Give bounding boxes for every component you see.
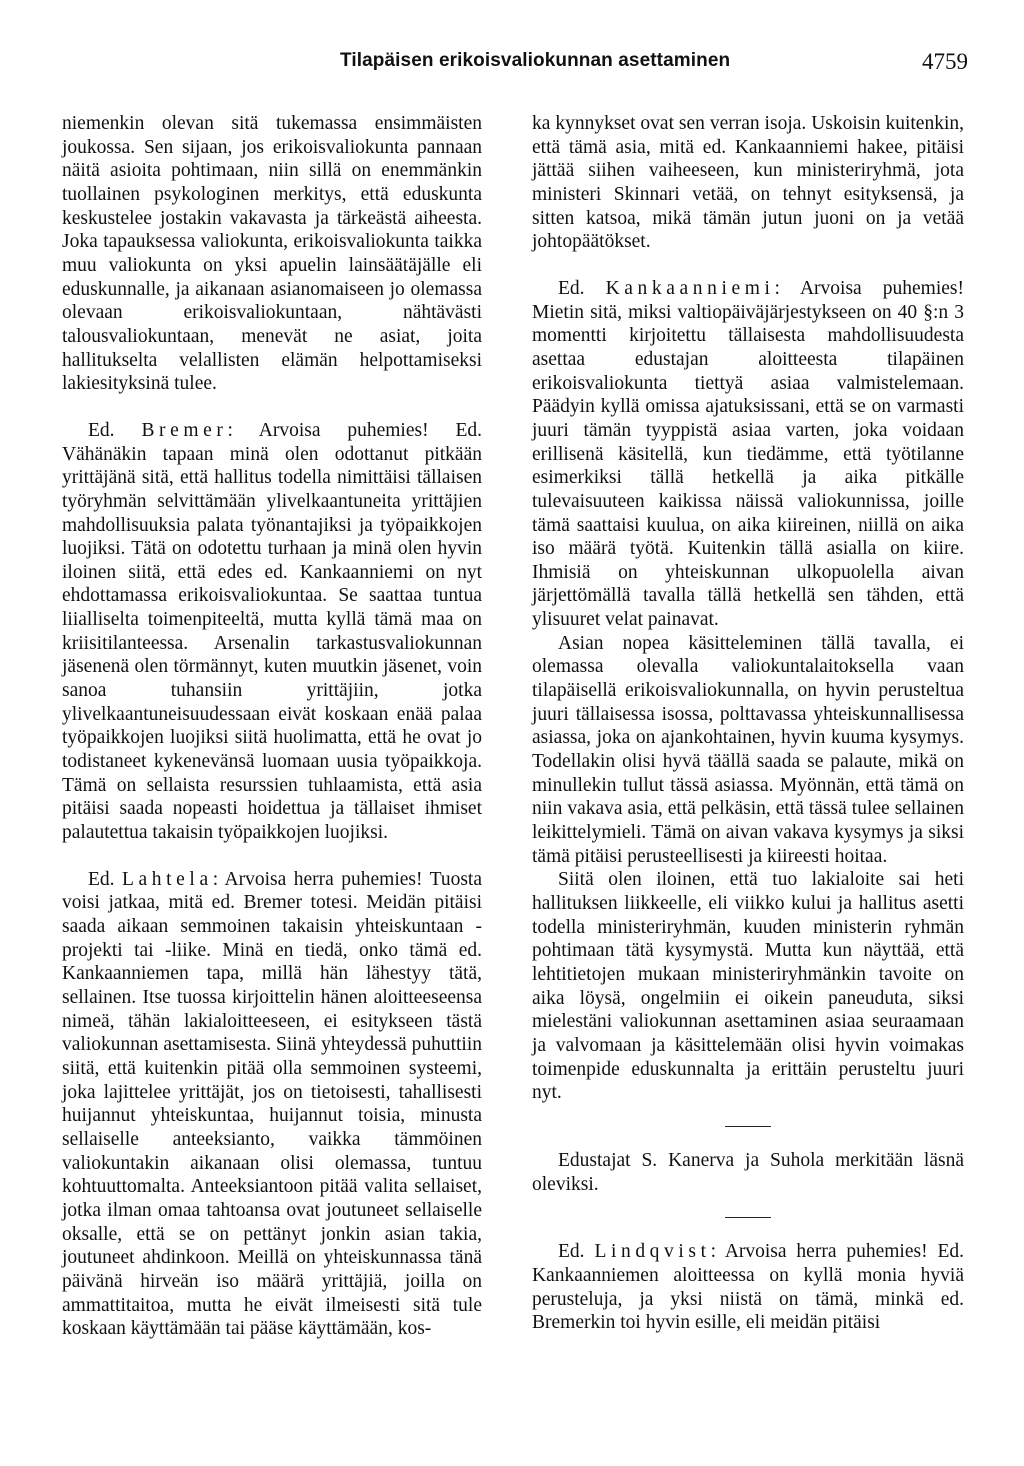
speech-text: : Arvoisa puhemies! Ed. Vähänäkin tapaan minä olen odottanut pitkään yrittäjänä sitä, että hallitus todella nimittäisi tällaisen työryhmän selvittämään ylivelkaantuneita yrittäjien mahdollisuuksia palata työnantajiksi ja työpaikkojen luojiksi. Tätä on odotettu turhaan ja minä olen hyvin iloinen siitä, että edes ed. Kankaanniemi on nyt ehdottamassa erikoisvaliokuntaa. Se saattaa tuntua liialliselta toimenpiteeltä, mutta kyllä tämä maa on kriisitilanteessa. Arsenalin tarkastusvaliokunnan jäsenenä olen törmännyt, kuten muutkin jäsenet, voin sanoa tuhansiin yrittäjiin, jotka ylivelkaantuneisuudessaan eivät koskaan enää palaa työpaikkojen luojiksi siitä huolimatta, että he ovat jo todistaneet kykenevänsä luomaan uusia työpaikkoja. Tämä on sellaista resurssien tuhlaamista, että asia pitäisi saada nopeasti hoidettua ja tällaiset ihmiset palautettua takaisin työpaikkojen luojiksi. bbox=[62, 419, 483, 844]
speech-bremer bbox=[62, 419, 482, 845]
right-column bbox=[532, 112, 964, 1335]
speaker-prefix: Ed. bbox=[88, 419, 115, 441]
speaker-name: Lindqvist bbox=[594, 1241, 711, 1263]
paragraph: Siitä olen iloinen, että tuo lakialoite sai heti hallituksen liikkeelle, eli viikko kului ja hallitus asetti todella ministeriryhmän, kuuden ministerin ryhmän pohtimaan tätä kysymystä. Mutta kun näyttää, että lehtitietojen mukaan ministeriryhmänkin tavoite on aika löysä, ongelmiin ei oikein paneuduta, siksi mielestäni valiokunnan asettaminen asiaa seuraamaan ja valvomaan ja käsittelemään olisi hyvin voimakas toimenpide eduskunnalta ja erittäin perusteltu juuri nyt. bbox=[532, 869, 964, 1104]
section-divider bbox=[725, 1126, 771, 1127]
section-divider bbox=[725, 1217, 771, 1218]
speech-kankaanniemi bbox=[532, 277, 964, 632]
page-header bbox=[60, 50, 968, 80]
speech-lindqvist bbox=[532, 1240, 964, 1335]
speaker-name: Lahtela bbox=[122, 868, 213, 890]
paragraph: ka kynnykset ovat sen verran isoja. Uskoisin kuitenkin, että tämä asia, mitä ed. Kankaanniemi hakee, pitäisi jättää siihen vaiheeseen, kun ministeriryhmä, jota ministeri Skinnari vetää, on tehnyt esityksensä, ja sitten katsoa, mikä tämän jutun juoni on ja vetää johtopäätökset. bbox=[532, 113, 964, 253]
speech-lahtela bbox=[62, 868, 482, 1341]
left-column bbox=[62, 112, 482, 1341]
speech-text: : Arvoisa herra puhemies! Tuosta voisi jatkaa, mitä ed. Bremer totesi. Meidän pitäisi saada aikaan semmoinen takaisin yhteiskuntaan -projekti tai -liike. Minä en tiedä, onko tämä ed. Kankaanniemen tapa, millä hän lähestyy tätä, sellainen. Itse tuossa kirjoittelin hänen aloitteeseensa nimeä, tähän lakialoitteeseen, ei esitykseen tästä valiokunnan asettamisesta. Siinä yhteydessä puhuttiin siitä, että kuitenkin pitää olla semmoinen systeemi, joka lajittelee yrittäjät, jos on tietoisesti, tahallisesti huijannut yhteiskuntaa, huijannut toisia, minusta sellaiselle anteeksianto, vaikka tämmöinen valiokuntakin aikanaan olisi olemassa, tuntuu kohtuuttomalta. Anteeksiantoon pitää valita sellaiset, jotka ilman omaa tahtoansa ovat joutuneet sellaiselle oksalle, että se on pettänyt jonkin asian takia, joutuneet ahdinkoon. Meillä on yhteiskunnassa tänä päivänä hirveän iso määrä yrittäjiä, joilla on ammattitaitoa, mutta he eivät ilmeisesti sitä tule koskaan käyttämään tai pääse käyttämään, kos- bbox=[62, 868, 483, 1340]
paragraph: Asian nopea käsitteleminen tällä tavalla, ei olemassa olevalla valiokuntalaitoksella vaan tilapäisellä erikoisvaliokunnalla, on hyvin perusteltua juuri tällaisessa isossa, polttavassa yhteiskunnallisessa asiassa, joka on ajankohtainen, hyvin kuuma kysymys. Todellakin olisi hyvä täällä saada se palaute, mikä on minullekin tullut tässä asiassa. Myönnän, että tämä on niin vakava asia, että pelkäsin, että tässä tulee sellainen leikittelymieli. Tämä on aivan vakava kysymys ja siksi tämä pitäisi perusteellisesti ja kiireesti hoitaa. bbox=[532, 632, 964, 867]
speaker-name: Kankaanniemi bbox=[605, 277, 775, 299]
attendance-note: Edustajat S. Kanerva ja Suhola merkitään läsnä oleviksi. bbox=[532, 1149, 964, 1195]
paragraph: niemenkin olevan sitä tukemassa ensimmäisten joukossa. Sen sijaan, jos erikoisvaliokunta pannaan näitä asioita pohtimaan, niin sillä on enemmänkin tuollainen psykologinen merkitys, että eduskunta keskustelee jostakin vakavasta ja tärkeästä aiheesta. Joka tapauksessa valiokunta, erikoisvaliokunta taikka muu valiokunta on yksi apuelin lainsäätäjälle eli eduskunnalle, ja aikanaan asianomaiseen jo olemassa olevaan erikoisvaliokuntaan, nähtävästi talousvaliokuntaan, menevät ne asiat, joita hallitukselta velallisten elämän helpottamiseksi lakiesityksinä tulee. bbox=[62, 113, 482, 395]
speech-text: : Arvoisa puhemies! Mietin sitä, miksi valtiopäiväjärjestykseen on 40 §:n 3 momentti kirjoitettu tällaisesta mahdollisuudesta asettaa edustajan aloitteesta tilapäinen erikoisvaliokunta tiettyä asiaa valmistelemaan. Päädyin kyllä omissa ajatuksissani, että se on varmasti juuri tämän tyyppistä asiaa varten, joka voidaan erillisenä käsitellä, kun tiedämme, että työtilanne esimerkiksi tällä hetkellä ja aika pitkälle tulevaisuuteen kaikissa näissä valiokunnissa, joille tämä saattaisi kuulua, on aika kiireinen, niillä on aika iso määrä työtä. Kuitenkin tällä asialla on kiire. Ihmisiä on yhteiskunnan ulkopuolella aivan järjettömällä tavalla tällä hetkellä sen tähden, että ylisuuret velat painavat. bbox=[532, 277, 964, 631]
speaker-prefix: Ed. bbox=[558, 1241, 585, 1263]
speaker-prefix: Ed. bbox=[558, 277, 585, 299]
running-title: Tilapäisen erikoisvaliokunnan asettaminen bbox=[340, 50, 731, 71]
page-number: 4759 bbox=[922, 49, 968, 74]
speech-text: : Arvoisa herra puhemies! Ed. Kankaanniemen aloitteessa on kyllä monia hyviä perusteluja, ja yksi niistä on tämä, minkä ed. Bremerkin toi hyvin esille, eli meidän pitäisi bbox=[532, 1241, 965, 1334]
speaker-prefix: Ed. bbox=[88, 868, 115, 890]
speaker-name: Bremer bbox=[141, 419, 228, 441]
